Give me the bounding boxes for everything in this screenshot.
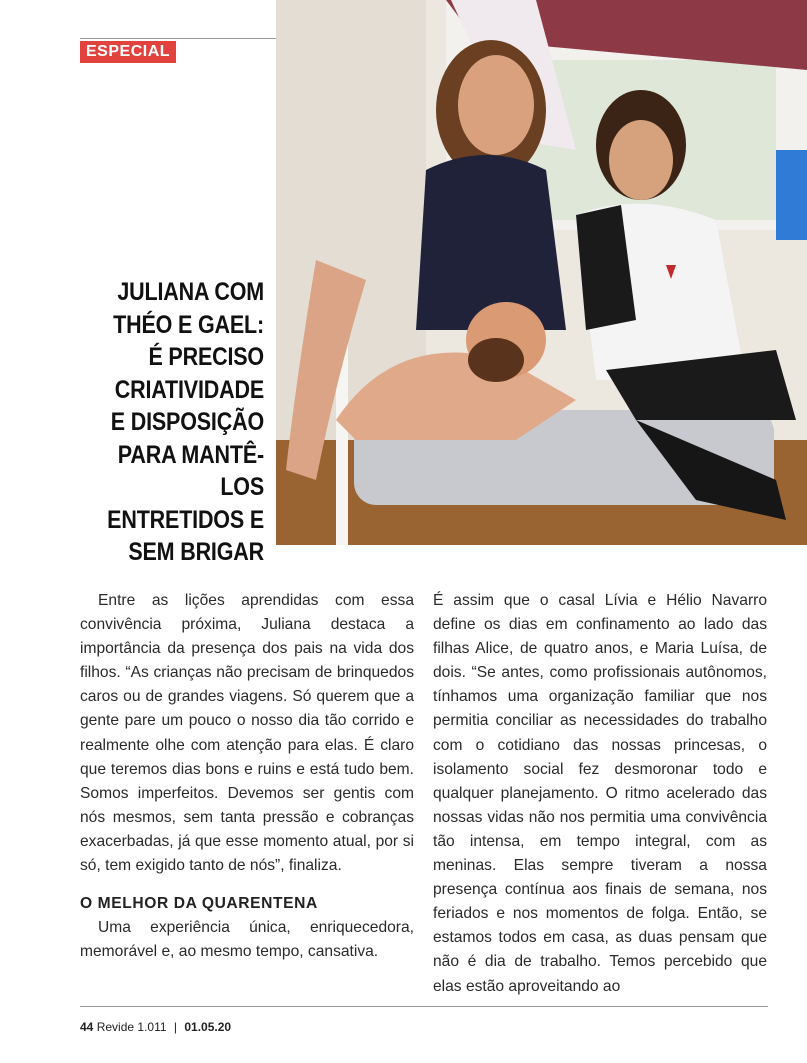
section-badge: ESPECIAL: [80, 41, 176, 63]
caption-line: SEM BRIGAR: [128, 538, 264, 566]
caption-line: ENTRETIDOS E: [107, 505, 264, 534]
footer-separator: |: [173, 1020, 177, 1034]
caption-line: E DISPOSIÇÃO: [110, 408, 264, 436]
page-footer: [80, 1020, 231, 1034]
body-paragraph: É assim que o casal Lívia e Hélio Navarro define os dias em confinamento ao lado das filhas Alice, de quatro anos, e Maria Luísa, de dois. “Se antes, como profissionais autônomos, tínhamos uma organização familiar que nos permitia conciliar as necessidades do trabalho com o cotidiano das nossas princesas, o isolamento social fez desmoronar todo e qualquer planejamento. O ritmo acelerado das nossas vidas não nos permitia uma convivência tão intensa, em tempo integral, com as meninas. Elas sempre tiveram a nossa presença contínua aos finais de semana, nos feriados e nos momentos de folga. Então, se estamos todos em casa, as duas pensam que não é dia de trabalho. Temos percebido que elas estão aproveitando ao: [433, 592, 767, 995]
caption-line: THÉO E GAEL:: [113, 310, 264, 339]
article-photo: [276, 0, 807, 545]
body-paragraph: Uma experiência única, enriquecedora, memorável e, ao mesmo tempo, cansativa.: [80, 919, 414, 961]
magazine-issue: Revide 1.011: [96, 1020, 167, 1034]
photo-illustration: [276, 0, 807, 545]
issue-date: 01.05.20: [184, 1020, 232, 1034]
article-column-left: [80, 589, 414, 964]
header-rule: [80, 38, 276, 39]
caption-line: JULIANA COM: [117, 278, 264, 306]
caption-line: PARA MANTÊ-LOS: [117, 440, 264, 501]
article-column-right: [433, 589, 767, 999]
footer-rule: [80, 1006, 768, 1007]
caption-line: É PRECISO: [148, 343, 264, 371]
page-number: 44: [80, 1020, 94, 1034]
section-subheading: O MELHOR DA QUARENTENA: [80, 895, 318, 913]
photo-caption: [92, 276, 264, 569]
body-paragraph: Entre as lições aprendidas com essa convivência próxima, Juliana destaca a importância da presença dos pais na vida dos filhos. “As crianças não precisam de brinquedos caros ou de grandes viagens. Só querem que a gente pare um pouco o nosso dia tão corrido e realmente olhe com atenção para elas. É claro que teremos dias bons e ruins e está tudo bem. Somos imperfeitos. Devemos ser gentis com nós mesmos, sem tanta pressão e cobranças exacerbadas, já que esse momento atual, por si só, tem exigido tanto de nós”, finaliza.: [80, 592, 414, 875]
caption-line: CRIATIVIDADE: [114, 375, 264, 404]
